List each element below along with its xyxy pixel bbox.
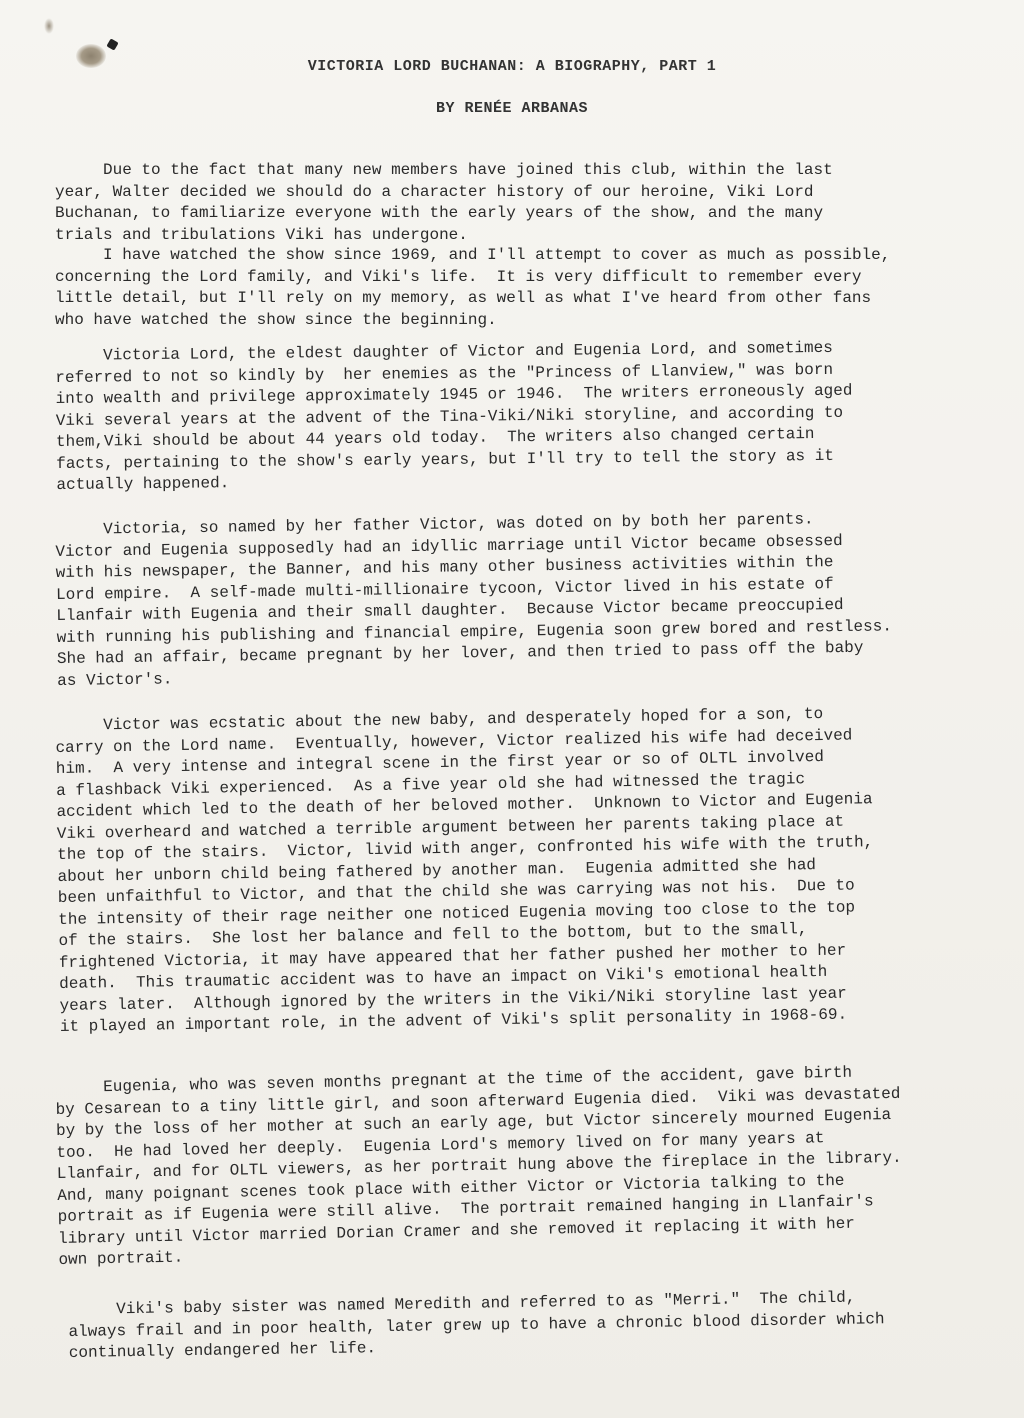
paragraph: Eugenia, who was seven months pregnant at the time of the accident, gave birth by Cesarean to a tiny little girl, and soon afterward Eugenia died. Viki was devastated by by the loss of her mother at such an early age, but Victor sincerely mourned Eugenia too. He had loved her deeply. Eugenia Lord's memory lived on for many years at Llanfair, and for OLTL viewers, as her portrait hung above the fireplace in the library. And, many poignant scenes took place with either Victor or Victoria talking to the portrait as if Eugenia were still alive. The portrait remained hanging in Llanfair's library until Victor married Dorian Cramer and she removed it replacing it with her own portrait. bbox=[55, 1063, 902, 1269]
paragraph: Victoria Lord, the eldest daughter of Victor and Eugenia Lord, and sometimes referred to not so kindly by her enemies as the "Princess of Llanview," was born into wealth and privilege approximately 1945 or 1946. The writers erroneously aged Viki several years at the advent of the Tina-Viki/Niki storyline, and according to them,Viki should be about 44 years old today. The writers also changed certain facts, pertaining to the show's early years, but I'll try to tell the story as it actually happened. bbox=[55, 338, 853, 494]
paragraph: I have watched the show since 1969, and I'll attempt to cover as much as possible, concerning the Lord family, and Viki's life. It is very difficult to remember every little detail, but I'll rely on my memory, as well as what I've heard from other fans who have watched the show since the beginning. bbox=[55, 246, 891, 329]
paragraph: Due to the fact that many new members have joined this club, within the last year, Walter decided we should do a character history of our heroine, Viki Lord Buchanan, to familiarize everyone with the early years of the show, and the many trials and tribulations Viki has undergone. bbox=[55, 161, 833, 244]
byline: BY RENÉE ARBANAS bbox=[435, 100, 589, 117]
paragraph: Victor was ecstatic about the new baby, and desperately hoped for a son, to carry on the Lord name. Eventually, however, Victor realized his wife had deceived him. A very intense and integral scene in the first year or so of OLTL involved a flashback Viki experienced. As a five year old she had witnessed the tragic accident which led to the death of her beloved mother. Unknown to Victor and Eugenia Viki overheard and watched a terrible argument between her parents taking place at the top of the stairs. Victor, livid with anger, confronted his wife with the truth, about her unborn child being fathered by another man. Eugenia admitted she had been unfaithful to Victor, and that the child she was carrying was not his. Due to the intensity of their rage neither one noticed Eugenia moving too close to the top of the stairs. She lost her balance and fell to the bottom, but to the small, frightened Victoria, it may have appeared that her father pushed her mother to her death. This traumatic accident was to have an impact on Viki's emotional health years later. Although ignored by the writers in the Viki/Niki storyline last year it played an important role, in the advent of Viki's split personality in 1968-69. bbox=[55, 704, 874, 1036]
ink-speck bbox=[106, 38, 118, 50]
paragraph: Viki's baby sister was named Meredith and referred to as "Merri." The child, always frail and in poor health, later grew up to have a chronic blood disorder which continually endangered her life. bbox=[68, 1288, 885, 1362]
paragraph: Victoria, so named by her father Victor, was doted on by both her parents. Victor and Eugenia supposedly had an idyllic marriage until Victor became obsessed with his newspaper, the Banner, and his many other business activities within the Lord empire. A self-made multi-millionaire tycoon, Victor lived in his estate of Llanfair with Eugenia and their small daughter. Because Victor became preoccupied with running his publishing and financial empire, Eugenia soon grew bored and restless. She had an affair, became pregnant by her lover, and then tried to pass off the baby as Victor's. bbox=[55, 510, 893, 690]
stain-mark bbox=[44, 18, 54, 34]
page-title: VICTORIA LORD BUCHANAN: A BIOGRAPHY, PART 1 bbox=[307, 58, 717, 75]
